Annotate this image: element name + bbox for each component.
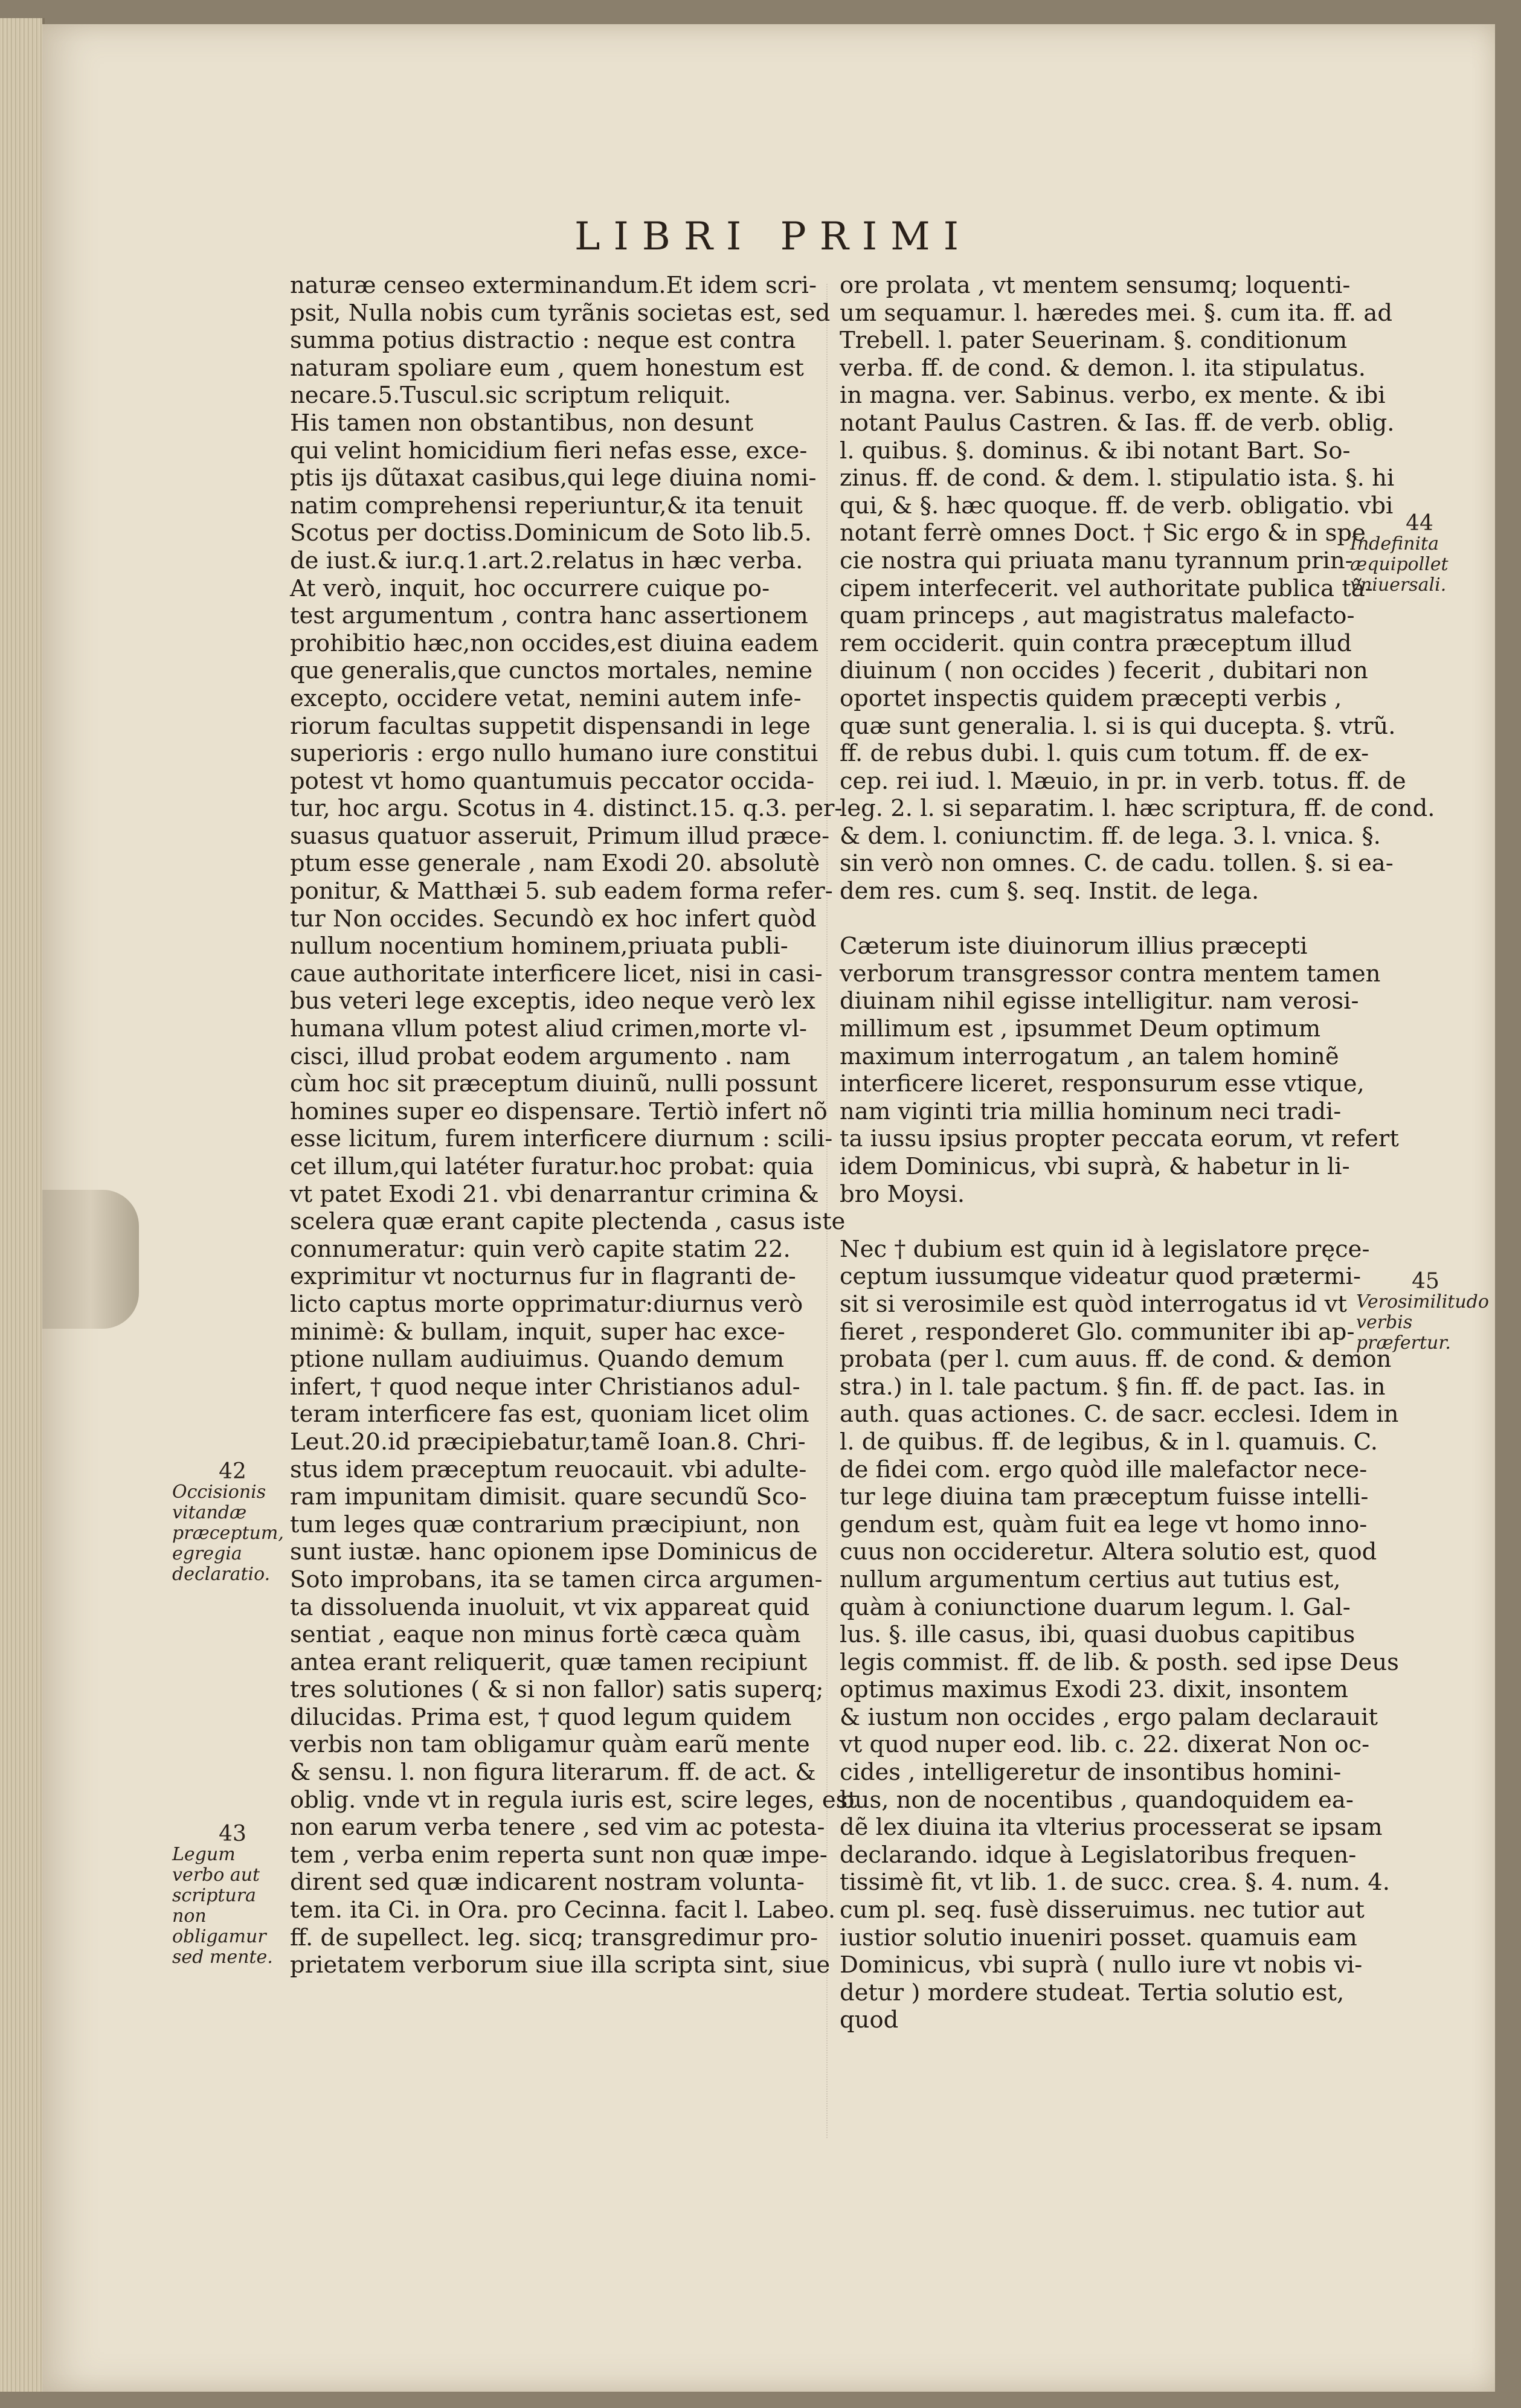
text-line: rem occiderit. quin contra præceptum illud [840, 629, 1352, 657]
text-line: sunt iustæ. hanc opionem ipse Dominicus de [290, 1538, 818, 1566]
text-line: in magna. ver. Sabinus. verbo, ex mente. & ibi [840, 382, 1386, 409]
text-line: sin verò non omnes. C. de cadu. tollen. §. si ea- [840, 850, 1394, 878]
text-line: detur ) mordere studeat. Tertia solutio est, [840, 1979, 1345, 2006]
text-line: quod [840, 2006, 899, 2034]
text-line: cep. rei iud. l. Mæuio, in pr. in verb. totus. ff. de [840, 767, 1406, 795]
text-line: tur Non occides. Secundò ex hoc infert quòd [290, 905, 817, 933]
text-line: quàm à coniunctione duarum legum. l. Gal- [840, 1593, 1351, 1621]
text-line: ptis ijs dũtaxat casibus,qui lege diuina nomi- [290, 464, 817, 492]
text-line: notant ferrè omnes Doct. † Sic ergo & in spe [840, 519, 1366, 547]
text-line: diuinam nihil egisse intelligitur. nam verosi- [840, 987, 1359, 1015]
text-line: tum leges quæ contrarium præcipiunt, non [290, 1511, 800, 1538]
text-line: cisci, illud probat eodem argumento . nam [290, 1042, 791, 1070]
text-line: nullum argumentum certius aut tutius est, [840, 1565, 1341, 1593]
text-line: cides , intelligeretur de insontibus homini- [840, 1759, 1342, 1787]
text-line: humana vllum potest aliud crimen,morte vl- [290, 1015, 808, 1043]
text-line: Dominicus, vbi suprà ( nullo iure vt nobis vi- [840, 1951, 1363, 1979]
text-line: interficere liceret, responsurum esse vtique, [840, 1070, 1365, 1098]
text-line: superioris : ergo nullo humano iure constitui [290, 740, 818, 768]
text-line: qui, & §. hæc quoque. ff. de verb. obligatio. vbi [840, 492, 1394, 519]
text-line: tres solutiones ( & si non fallor) satis superq; [290, 1676, 824, 1704]
text-line: maximum interrogatum , an talem hominẽ [840, 1042, 1339, 1070]
text-line: Scotus per doctiss.Dominicum de Soto lib.5. [290, 519, 812, 547]
text-line: connumeratur: quin verò capite statim 22. [290, 1235, 791, 1263]
text-line: ceptum iussumque videatur quod prætermi- [840, 1263, 1361, 1291]
text-line: stus idem præceptum reuocauit. vbi adulte- [290, 1456, 807, 1483]
text-line: suasus quatuor asseruit, Primum illud præce- [290, 822, 830, 850]
margin-note-44 [1350, 513, 1489, 596]
text-line: legis commist. ff. de lib. & posth. sed ipse Deus [840, 1648, 1399, 1676]
margin-note-text: Legum verbo aut scriptura non obligamur sed mente. [172, 1844, 273, 1968]
text-line: dem res. cum §. seq. Instit. de lega. [840, 878, 1259, 905]
text-line: lus. §. ille casus, ibi, quasi duobus capitibus [840, 1621, 1355, 1649]
text-line: oblig. vnde vt in regula iuris est, scire leges, est [290, 1786, 857, 1814]
text-line: l. de quibus. ff. de legibus, & in l. quamuis. C. [840, 1428, 1378, 1456]
text-line: quæ sunt generalia. l. si is qui ducepta. §. vtrũ. [840, 712, 1396, 740]
text-line: test argumentum , contra hanc assertionem [290, 602, 808, 630]
margin-note-42 [172, 1459, 293, 1585]
text-line: & sensu. l. non figura literarum. ff. de act. & [290, 1759, 816, 1787]
text-line: esse licitum, furem interficere diurnum : scili- [290, 1125, 833, 1153]
text-line: Nec † dubium est quin id à legislatore pręce- [840, 1235, 1370, 1263]
text-line: gendum est, quàm fuit ea lege vt homo inno- [840, 1511, 1368, 1538]
text-line: ore prolata , vt mentem sensumq; loquenti- [840, 272, 1351, 299]
text-line: infert, † quod neque inter Christianos adul- [290, 1373, 800, 1401]
text-line: Soto improbans, ita se tamen circa argumen- [290, 1565, 823, 1593]
text-line: licto captus morte opprimatur:diurnus verò [290, 1290, 803, 1318]
text-line: nullum nocentium hominem,priuata publi- [290, 933, 788, 960]
text-line: declarando. idque à Legislatoribus frequen- [840, 1841, 1357, 1869]
text-line: prohibitio hæc,non occides,est diuina eadem [290, 629, 819, 657]
text-line: dẽ lex diuina ita vlterius processerat se ipsam [840, 1814, 1383, 1841]
text-line: idem Dominicus, vbi suprà, & habetur in li- [840, 1153, 1350, 1180]
text-line: de fidei com. ergo quòd ille malefactor nece- [840, 1456, 1368, 1483]
text-line: diuinum ( non occides ) fecerit , dubitari non [840, 657, 1368, 685]
text-line: millimum est , ipsummet Deum optimum [840, 1015, 1321, 1043]
text-line: tem , verba enim reperta sunt non quæ impe- [290, 1841, 828, 1869]
text-line: verborum transgressor contra mentem tamen [840, 960, 1381, 987]
text-line: fieret , responderet Glo. communiter ibi ap- [840, 1318, 1355, 1346]
text-line: stra.) in l. tale pactum. § fin. ff. de pact. Ias. in [840, 1373, 1386, 1401]
text-line: prietatem verborum siue illa scripta sint, siue [290, 1951, 831, 1979]
text-line: ram impunitam dimisit. quare secundũ Sco- [290, 1483, 807, 1511]
text-line: ta dissoluenda inuoluit, vt vix appareat quid [290, 1593, 810, 1621]
text-line [840, 905, 1347, 933]
text-line: caue authoritate interficere licet, nisi in casi- [290, 960, 823, 987]
text-line: zinus. ff. de cond. & dem. l. stipulatio ista. §. hi [840, 464, 1395, 492]
text-line: vt patet Exodi 21. vbi denarrantur crimina & [290, 1180, 819, 1208]
margin-note-text: Indefinita æquipollet vniuersali. [1350, 533, 1449, 596]
text-line: optimus maximus Exodi 23. dixit, insontem [840, 1676, 1348, 1704]
text-line: cùm hoc sit præceptum diuinũ, nulli possunt [290, 1070, 818, 1098]
text-line: naturæ censeo exterminandum.Et idem scri- [290, 272, 817, 299]
text-line: ponitur, & Matthæi 5. sub eadem forma refer- [290, 878, 833, 905]
text-line: cuus non occideretur. Altera solutio est, quod [840, 1538, 1377, 1566]
text-line: cipem interfecerit. vel authoritate publica tã- [840, 574, 1373, 602]
text-line: bus, non de nocentibus , quandoquidem ea- [840, 1786, 1354, 1814]
text-line: minimè: & bullam, inquit, super hac exce- [290, 1318, 785, 1346]
text-line: tissimè fit, vt lib. 1. de succ. crea. §. 4. num. 4. [840, 1869, 1390, 1896]
running-header: LIBRI PRIMI [574, 214, 972, 259]
text-line: psit, Nulla nobis cum tyrãnis societas est, sed [290, 299, 831, 327]
text-line: Cæterum iste diuinorum illius præcepti [840, 933, 1308, 960]
text-line: dirent sed quæ indicarent nostram volunta- [290, 1869, 805, 1896]
text-line: l. quibus. §. dominus. & ibi notant Bart. So- [840, 437, 1351, 464]
text-line: verba. ff. de cond. & demon. l. ita stipulatus. [840, 354, 1366, 382]
text-line: tur, hoc argu. Scotus in 4. distinct.15. q.3. per- [290, 795, 843, 823]
text-line: tem. ita Ci. in Ora. pro Cecinna. facit l. Labeo. [290, 1896, 836, 1924]
text-line: qui velint homicidium fieri nefas esse, exce- [290, 437, 808, 464]
text-line: iustior solutio inueniri posset. quamuis eam [840, 1924, 1357, 1951]
text-line: naturam spoliare eum , quem honestum est [290, 354, 804, 382]
text-line: & iustum non occides , ergo palam declarauit [840, 1703, 1378, 1731]
text-line: non earum verba tenere , sed vim ac potesta- [290, 1814, 825, 1841]
text-line: que generalis,que cunctos mortales, nemine [290, 657, 813, 685]
margin-note-text: Verosimilitudo verbis præfertur. [1356, 1291, 1489, 1353]
text-line: dilucidas. Prima est, † quod legum quidem [290, 1703, 792, 1731]
text-line: potest vt homo quantumuis peccator occida- [290, 767, 814, 795]
text-line: tur lege diuina tam præceptum fuisse intelli- [840, 1483, 1369, 1511]
text-line: excepto, occidere vetat, nemini autem infe- [290, 684, 802, 712]
text-line: ptione nullam audiuimus. Quando demum [290, 1346, 785, 1373]
text-line: teram interficere fas est, quoniam licet olim [290, 1401, 809, 1428]
text-line [840, 1208, 1347, 1236]
text-line: His tamen non obstantibus, non desunt [290, 409, 754, 437]
text-line: cet illum,qui latéter furatur.hoc probat: quia [290, 1153, 814, 1180]
margin-note-text: Occisionis vitandæ præceptum, egregia declaratio. [172, 1482, 284, 1585]
text-line: homines super eo dispensare. Tertiò infert nõ [290, 1097, 828, 1125]
text-line: auth. quas actiones. C. de sacr. ecclesi. Idem in [840, 1401, 1399, 1428]
margin-note-43 [172, 1824, 293, 1968]
text-line: & dem. l. coniunctim. ff. de lega. 3. l. vnica. §. [840, 822, 1381, 850]
text-line: riorum facultas suppetit dispensandi in lege [290, 712, 811, 740]
margin-note-number: 44 [1406, 511, 1433, 536]
text-line: leg. 2. l. si separatim. l. hæc scriptura, ff. de cond. [840, 795, 1435, 823]
text-line: nam viginti tria millia hominum neci tradi- [840, 1097, 1342, 1125]
text-line: de iust.& iur.q.1.art.2.relatus in hæc verba. [290, 547, 803, 574]
text-line: Trebell. l. pater Seuerinam. §. conditionum [840, 327, 1348, 355]
text-line: cie nostra qui priuata manu tyrannum prin- [840, 547, 1353, 574]
margin-note-45 [1356, 1271, 1495, 1353]
text-line: exprimitur vt nocturnus fur in flagranti de- [290, 1263, 796, 1291]
text-line: quam princeps , aut magistratus malefacto- [840, 602, 1355, 630]
text-line: bro Moysi. [840, 1180, 965, 1208]
text-line: vt quod nuper eod. lib. c. 22. dixerat Non oc- [840, 1731, 1370, 1759]
text-line: ff. de supellect. leg. sicq; transgredimur pro- [290, 1924, 818, 1951]
text-line: oportet inspectis quidem præcepti verbis , [840, 684, 1342, 712]
text-line: ptum esse generale , nam Exodi 20. absolutè [290, 850, 820, 878]
text-line: sit si verosimile est quòd interrogatus id vt [840, 1290, 1347, 1318]
book-page-edges [0, 18, 45, 2392]
text-line: um sequamur. l. hæredes mei. §. cum ita. ff. ad [840, 299, 1392, 327]
text-line: summa potius distractio : neque est contra [290, 327, 796, 355]
text-line: scelera quæ erant capite plectenda , casus iste [290, 1208, 846, 1236]
text-line: natim comprehensi reperiuntur,& ita tenuit [290, 492, 803, 519]
text-line: ff. de rebus dubi. l. quis cum totum. ff. de ex- [840, 740, 1369, 768]
left-text-column [290, 272, 857, 1979]
text-line: necare.5.Tuscul.sic scriptum reliquit. [290, 382, 732, 409]
text-line: probata (per l. cum auus. ff. de cond. & demon [840, 1346, 1392, 1373]
text-line: antea erant reliquerit, quæ tamen recipiunt [290, 1648, 808, 1676]
text-line: notant Paulus Castren. & Ias. ff. de verb. oblig. [840, 409, 1395, 437]
text-line: sentiat , eaque non minus fortè cæca quàm [290, 1621, 801, 1649]
text-line: At verò, inquit, hoc occurrere cuique po- [290, 574, 770, 602]
page-clip [42, 1190, 139, 1329]
margin-note-number: 42 [219, 1459, 246, 1484]
text-line: bus veteri lege exceptis, ideo neque verò lex [290, 987, 815, 1015]
text-line: Leut.20.id præcipiebatur,tamẽ Ioan.8. Chri- [290, 1428, 806, 1456]
margin-note-number: 45 [1412, 1269, 1439, 1294]
text-line: ta iussu ipsius propter peccata eorum, vt refert [840, 1125, 1399, 1153]
text-line: verbis non tam obligamur quàm earũ mente [290, 1731, 810, 1759]
margin-note-number: 43 [219, 1822, 246, 1846]
text-line: cum pl. seq. fusè disseruimus. nec tutior aut [840, 1896, 1365, 1924]
